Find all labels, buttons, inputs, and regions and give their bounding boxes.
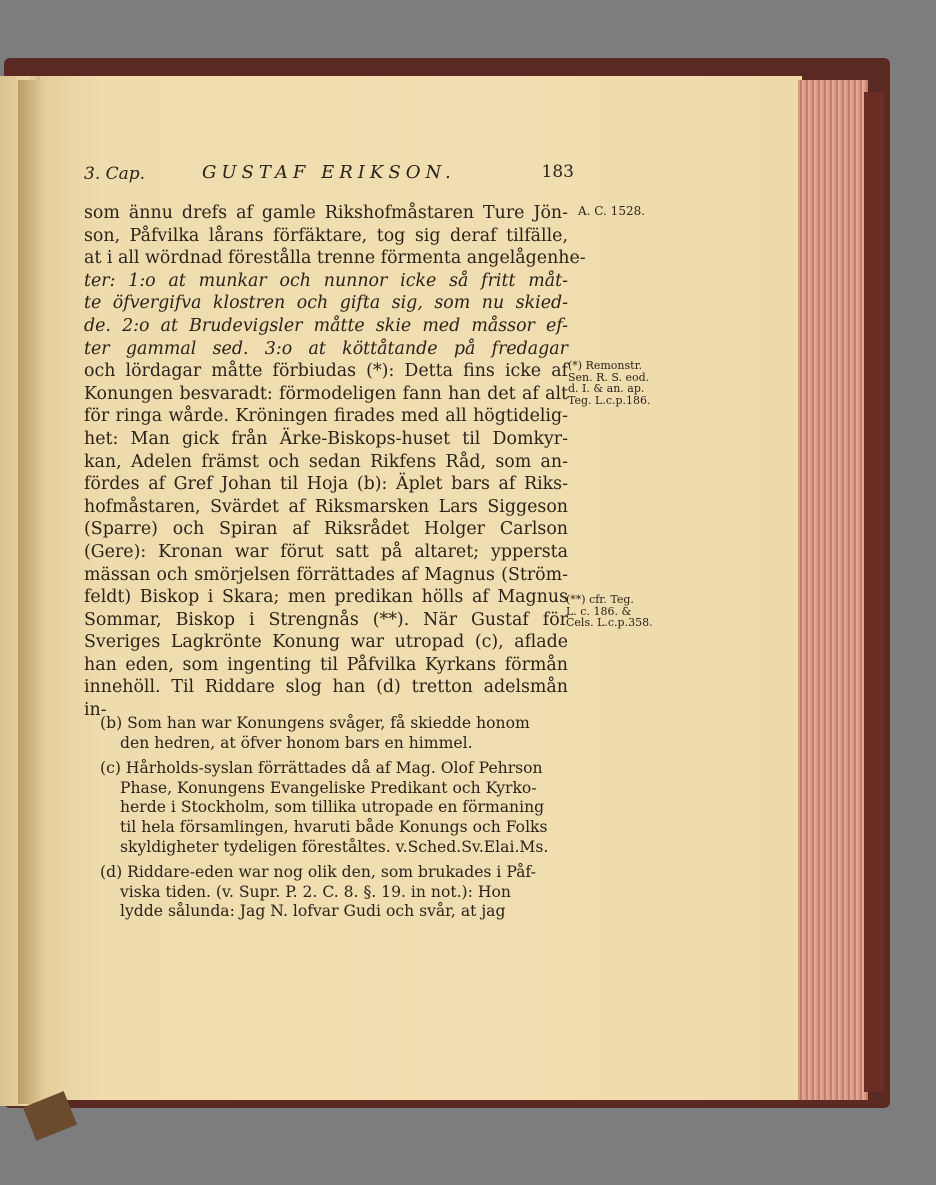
text-line: mässan och smörjelsen förrättades af Magnus (Ström- bbox=[84, 564, 568, 585]
page-block-edges bbox=[798, 80, 868, 1100]
margin-reference-2 bbox=[566, 594, 653, 629]
text-line: ter gammal sed. 3:o at köttåtande på fredagar bbox=[84, 338, 568, 359]
page-gutter bbox=[18, 80, 44, 1104]
running-header bbox=[84, 160, 574, 194]
footnote-line: til hela församlingen, hvaruti både Konungs och Folks bbox=[120, 817, 548, 836]
chapter-label: 3. Cap. bbox=[84, 164, 146, 184]
margin-line: Sen. R. S. eod. bbox=[568, 370, 650, 384]
text-line: för ringa wårde. Kröningen firades med all högtidelig- bbox=[84, 406, 568, 427]
footnote-line: skyldigheter tydeligen föreståltes. v.Sched.Sv.Elai.Ms. bbox=[120, 837, 549, 856]
margin-reference-1 bbox=[568, 360, 651, 406]
text-line: och lördagar måtte förbiudas (*): Detta fins icke af bbox=[84, 361, 568, 382]
text-line: at i all wördnad förestålla trenne förmenta angelågenhe- bbox=[84, 248, 586, 269]
cover-edge bbox=[864, 92, 884, 1092]
margin-line: Cels. L.c.p.358. bbox=[566, 616, 653, 629]
footnote-line: lydde sålunda: Jag N. lofvar Gudi och svår, at jag bbox=[120, 902, 506, 921]
footnotes bbox=[100, 714, 568, 928]
catchword: in- bbox=[84, 700, 107, 721]
text-line: hofmåstaren, Svärdet af Riksmarsken Lars Siggeson bbox=[84, 496, 568, 517]
text-line: fördes af Gref Johan til Hoja (b): Äplet bars af Riks- bbox=[84, 474, 568, 495]
text-line: (Sparre) och Spiran af Riksrådet Holger Carlson bbox=[84, 519, 568, 540]
margin-year: A. C. 1528. bbox=[578, 204, 646, 218]
text-line: han eden, som ingenting til Påfvilka Kyrkans förmån bbox=[84, 654, 568, 675]
footnote-b bbox=[100, 714, 568, 753]
text-line: te öfvergifva klostren och gifta sig, som nu skied- bbox=[84, 293, 568, 314]
margin-line: Teg. L.c.p.186. bbox=[568, 393, 651, 407]
footnote-line: den hedren, at öfver honom bars en himmel. bbox=[120, 733, 473, 752]
page-number: 183 bbox=[541, 162, 574, 182]
margin-line: d. I. & an. ap. bbox=[568, 382, 645, 395]
margin-line: (**) cfr. Teg. bbox=[566, 593, 634, 606]
text-line: innehöll. Til Riddare slog han (d) tretton adelsmån bbox=[84, 677, 568, 698]
footnote-line: herde i Stockholm, som tillika utropade en förmaning bbox=[120, 798, 545, 817]
text-line: Konungen besvaradt: förmodeligen fann han det af alt bbox=[84, 383, 568, 404]
text-line: son, Påfvilka lårans förfäktare, tog sig deraf tilfälle, bbox=[84, 225, 568, 246]
text-line: het: Man gick från Ärke-Biskops-huset til Domkyr- bbox=[84, 428, 568, 449]
text-line: feldt) Biskop i Skara; men predikan hölls af Magnus bbox=[84, 587, 568, 608]
text-line: (Gere): Kronan war förut satt på altaret; ypperstа bbox=[84, 541, 568, 562]
text-line: Sveriges Lagkrönte Konung war utropad (c), aflade bbox=[84, 632, 568, 653]
text-line: de. 2:o at Brudevigsler måtte skie med måssor ef- bbox=[84, 315, 568, 336]
text-line: ter: 1:o at munkar och nunnor icke så fritt måt- bbox=[84, 270, 568, 291]
footnote-line: (b) Som han war Konungens svåger, få skiedde honom bbox=[100, 714, 530, 732]
footnote-d bbox=[100, 863, 568, 922]
text-line: som ännu drefs af gamle Rikshofmåstaren Ture Jön- bbox=[84, 203, 568, 223]
margin-line: (*) Remonstr. bbox=[568, 359, 643, 372]
running-title: GUSTAF ERIKSON. bbox=[202, 162, 456, 183]
footnote-line: Phase, Konungens Evangeliske Predikant och Kyrko- bbox=[120, 778, 537, 797]
margin-line: L. c. 186. & bbox=[566, 604, 632, 618]
footnote-line: viska tiden. (v. Supr. P. 2. C. 8. §. 19. in not.): Hon bbox=[120, 882, 511, 901]
footnote-c bbox=[100, 759, 568, 857]
main-text bbox=[84, 202, 586, 722]
footnote-line: (d) Riddare-eden war nog olik den, som brukades i Påf- bbox=[100, 863, 536, 882]
text-line: Sommar, Biskop i Strengnås (**). När Gustaf för bbox=[84, 609, 568, 630]
text-line: kan, Adelen främst och sedan Rikfens Råd, som an- bbox=[84, 451, 568, 472]
footnote-line: (c) Hårholds-syslan förrättades då af Mag. Olof Pehrson bbox=[100, 759, 543, 778]
